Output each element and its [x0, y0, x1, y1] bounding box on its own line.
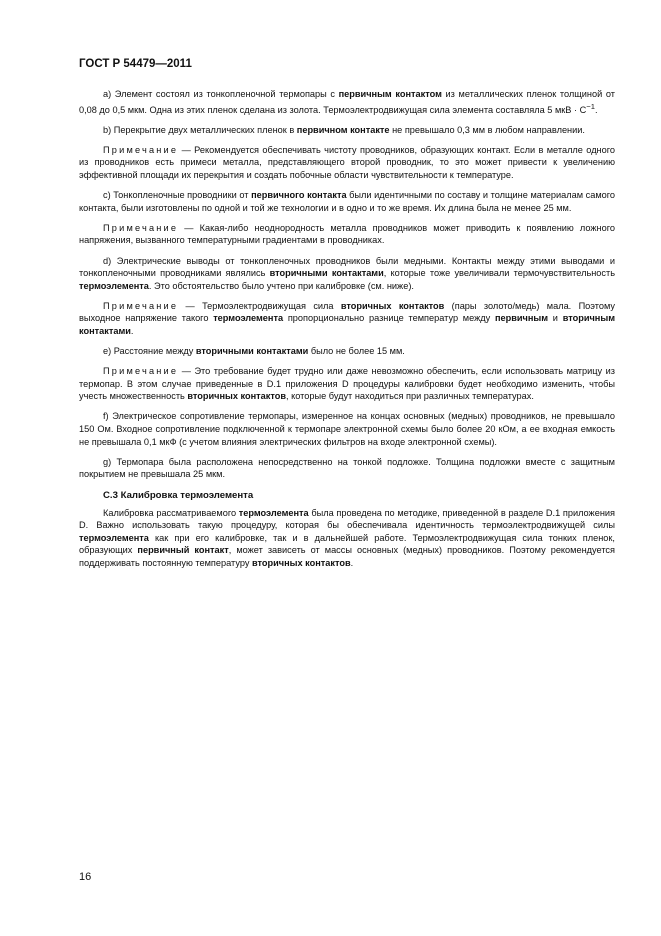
text-run: , может зависеть от массы основных (медных) проводников. Поэтому рекомендуется поддерживать постоянную температуру — [79, 545, 615, 568]
note-label: Примечание — [103, 222, 179, 233]
bold-term: первичным контактом — [338, 89, 442, 99]
paragraph-g — [79, 456, 615, 481]
text-run: f) Электрическое сопротивление термопары, измеренное на концах основных (медных) проводников, не превышало 150 Ом. Входное сопротивление подключенной к термопаре электронной схемы было более 20 кОм, а ее входная емкость не превышала 0,1 мкФ (с учетом влияния электрических фильтров на входе электронной схемы). — [79, 411, 615, 447]
text-run: Калибровка рассматриваемого — [103, 507, 239, 518]
text-run: были идентичными по составу и толщине материалам самого контакта, были изготовлены по одной и той же технологии и в одно и то же время. Их длина была не менее 25 мм. — [79, 190, 616, 213]
text-run: С.3 Калибровка термоэлемента — [103, 489, 254, 501]
note-label: Примечание — [103, 366, 179, 377]
paragraph-calibration — [79, 507, 615, 570]
text-run: (пары золото/медь) мала. Поэтому выходное напряжение такого — [79, 300, 616, 324]
bold-term: вторичными контактами — [195, 346, 309, 357]
document-body — [79, 88, 615, 577]
note-3 — [79, 300, 615, 338]
note-2 — [79, 222, 615, 247]
text-run: не превышало 0,3 мм в любом направлении. — [389, 124, 585, 135]
bold-term: вторичными контактами — [269, 268, 384, 279]
bold-term: вторичных контактов — [340, 300, 445, 311]
text-run: — Рекомендуется обеспечивать чистоту проводников, образующих контакт. Если в металле одного из проводников есть примеси металла, представляющего второй проводник, то это может привести к увеличению эффективной площади их перекрытия и создать побочные области чувствительности к температуре. — [79, 144, 615, 181]
text-run: c) Тонкопленочные проводники от — [103, 190, 252, 201]
bold-term: первичным — [494, 313, 549, 324]
bold-term: вторичных контактов — [187, 391, 287, 402]
bold-term: первичный контакт — [137, 545, 229, 556]
text-run: — Термоэлектродвижущая сила — [178, 300, 341, 311]
bold-term: термоэлемента — [79, 532, 149, 543]
bold-term: термоэлемента — [238, 507, 309, 518]
text-run: , которые будут находиться при различных температурах. — [286, 391, 534, 402]
paragraph-d — [79, 255, 615, 293]
text-run: и — [548, 313, 563, 324]
text-run: . Это обстоятельство было учтено при калибровке (см. ниже). — [148, 280, 414, 291]
text-run: была проведена по методике, приведенной в разделе D.1 приложения D. Важно использовать такую процедуру, которая бы обеспечивала идентичность термоэлектродвижущей силы — [79, 507, 615, 531]
text-run: b) Перекрытие двух металлических пленок в — [103, 124, 297, 135]
text-run: . — [594, 104, 598, 115]
text-run: было не более 15 мм. — [308, 346, 405, 357]
section-heading-c3 — [79, 490, 615, 503]
text-run: d) Электрические выводы от тонкопленочных проводников были медными. Контакты между этими выводами и тонкопленочными проводниками являлись — [79, 255, 615, 279]
text-run: g) Термопара была расположена непосредственно на тонкой подложке. Толщина подложки вместе с защитным покрытием не превышала 25 мкм. — [79, 456, 615, 480]
paragraph-e — [79, 345, 615, 358]
text-run: пропорционально разнице температур между — [283, 313, 495, 324]
text-run: а) Элемент состоял из тонкопленочной термопары с — [103, 89, 339, 99]
text-run: — Какая-либо неоднородность металла проводников может приводить к появлению ложного напряжения, вызванного температурными градиентами в проводниках. — [79, 222, 615, 246]
text-run: — Это требование будет трудно или даже невозможно обеспечить, если использовать матрицу из термопар. В этом случае приведенные в D.1 приложения D процедуры калибровки будет необходимо изменить, чтобы учесть множественность — [79, 366, 615, 402]
paragraph-b — [79, 124, 615, 137]
bold-term: термоэлемента — [79, 280, 149, 291]
bold-term: термоэлемента — [213, 313, 284, 324]
superscript: −1 — [586, 101, 595, 111]
bold-term: вторичных контактов — [251, 557, 351, 568]
text-run: , которые тоже увеличивали термочувствительность — [383, 268, 615, 279]
note-1 — [79, 144, 615, 182]
document-header: ГОСТ Р 54479—2011 — [79, 58, 192, 70]
paragraph-a — [79, 88, 615, 116]
text-run: из металлических пленок толщиной от 0,08 до 0,5 мкм. Одна из этих пленок сделана из золота. Термоэлектродвижущая сила элемента составляла 5 мкВ · С — [79, 89, 615, 115]
bold-term: первичном контакте — [296, 124, 390, 135]
note-4 — [79, 365, 615, 403]
bold-term: вторичным контактами — [79, 313, 615, 336]
bold-term: первичного контакта — [251, 190, 347, 201]
note-label: Примечание — [103, 144, 179, 155]
text-run: e) Расстояние между — [103, 346, 196, 357]
paragraph-f — [79, 410, 615, 448]
page-number: 16 — [79, 871, 92, 883]
text-run: . — [130, 325, 134, 336]
note-label: Примечание — [103, 300, 179, 311]
text-run: . — [350, 557, 354, 568]
text-run: как при его калибровке, так и в дальнейшей работе. Термоэлектродвижущая сила тонких пленок, образующих — [79, 532, 615, 556]
paragraph-c — [79, 189, 615, 214]
